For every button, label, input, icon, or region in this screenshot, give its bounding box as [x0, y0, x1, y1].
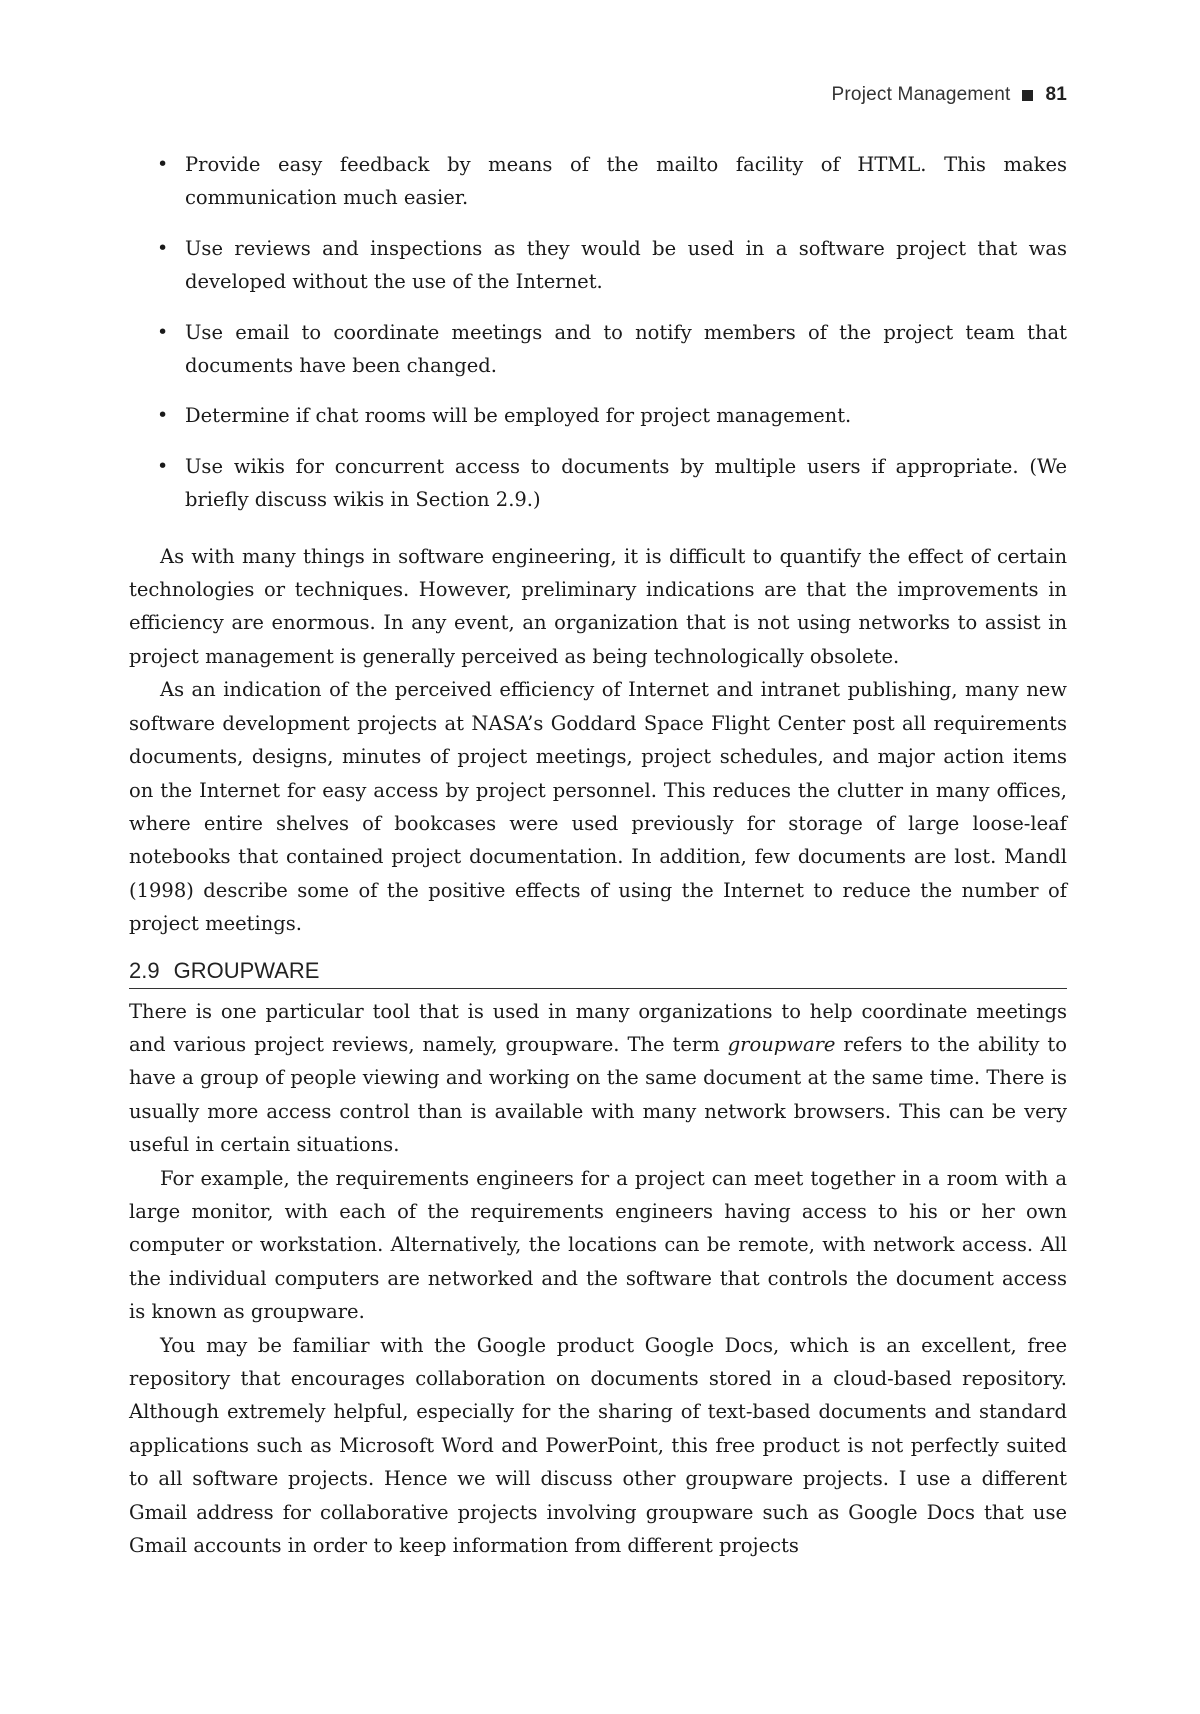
bullet-list: [129, 148, 1067, 517]
bullet-text: Use wikis for concurrent access to documents by multiple users if appropriate. (We briefly discuss wikis in Section 2.9.): [185, 454, 1067, 512]
section-title: GROUPWARE: [173, 957, 320, 983]
list-item: [129, 148, 1067, 215]
page-number: 81: [1045, 84, 1067, 105]
list-item: [129, 399, 1067, 432]
paragraph: You may be familiar with the Google product Google Docs, which is an excellent, free repository that encourages collaboration on documents stored in a cloud-based repository. Although extremely helpful, especially for the sharing of text-based documents and standard applications such as Microsoft Word and PowerPoint, this free product is not perfectly suited to all software projects. Hence we will discuss other groupware projects. I use a different Gmail address for collaborative projects involving groupware such as Google Docs that use Gmail accounts in order to keep information from different projects: [129, 1333, 1067, 1558]
bullet-icon: •: [157, 236, 169, 259]
section-intro-paragraph: [129, 995, 1067, 1162]
bullet-icon: •: [157, 404, 169, 427]
bullet-icon: •: [157, 153, 169, 175]
square-separator-icon: [1022, 90, 1033, 101]
list-item: [129, 232, 1067, 299]
list-item: [129, 316, 1067, 383]
section-heading: [129, 956, 1067, 989]
paragraph: As with many things in software engineering, it is difficult to quantify the effect of certain technologies or techniques. However, preliminary indications are that the improvements in efficiency are enormous. In any event, an organization that is not using networks to assist in project management is generally perceived as being technologically obsolete.: [129, 544, 1067, 668]
intro-text-end: refers to the ability to have a group of people viewing and working on the same document at the same time. There is usually more access control than is available with many network browsers. This can be very useful in certain situations.: [129, 1032, 1067, 1157]
bullet-text: Provide easy feedback by means of the mailto facility of HTML. This makes communication much easier.: [185, 153, 1067, 210]
paragraph: For example, the requirements engineers for a project can meet together in a room with a large monitor, with each of the requirements engineers having access to his or her own computer or workstation. Alternatively, the locations can be remote, with network access. All the individual computers are networked and the software that controls the document access is known as groupware.: [129, 1166, 1067, 1324]
body-text: [129, 148, 1067, 1562]
bullet-icon: •: [157, 320, 169, 343]
bullet-text: Determine if chat rooms will be employed for project management.: [185, 404, 852, 428]
paragraphs-before-section: [129, 540, 1067, 941]
bullet-icon: •: [157, 454, 169, 477]
italic-term: groupware: [727, 1032, 836, 1056]
running-head: [832, 84, 1067, 106]
section-number: 2.9: [129, 957, 160, 983]
bullet-text: Use email to coordinate meetings and to notify members of the project team that documents have been changed.: [185, 320, 1067, 378]
running-title: Project Management: [831, 84, 1011, 105]
bullet-text: Use reviews and inspections as they would be used in a software project that was developed without the use of the Internet.: [185, 236, 1067, 294]
intro-text-start: There is one particular tool that is used in many organizations to help coordinate meetings and various project reviews, namely, groupware. The term: [129, 999, 1067, 1056]
paragraph: As an indication of the perceived efficiency of Internet and intranet publishing, many new software development projects at NASA’s Goddard Space Flight Center post all requirements documents, designs, minutes of project meetings, project schedules, and major action items on the Internet for easy access by project personnel. This reduces the clutter in many offices, where entire shelves of bookcases were used previously for storage of large loose-leaf notebooks that contained project documentation. In addition, few documents are lost. Mandl (1998) describe some of the positive effects of using the Internet to reduce the number of project meetings.: [129, 678, 1067, 936]
list-item: [129, 450, 1067, 517]
